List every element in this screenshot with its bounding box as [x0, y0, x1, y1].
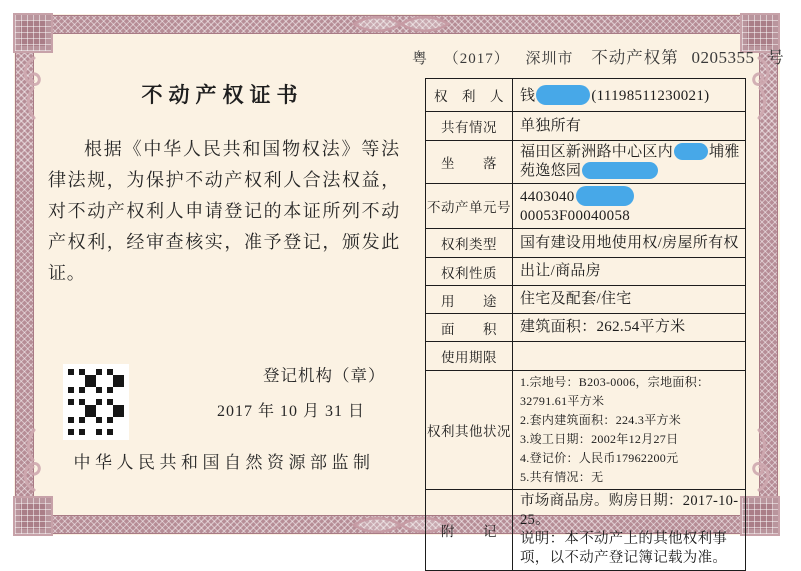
- redaction-overlay: [576, 186, 634, 206]
- field-value: [513, 286, 746, 314]
- field-label: 坐 落: [426, 141, 513, 184]
- field-value-text: 出让/商品房: [520, 263, 601, 279]
- field-value: [513, 314, 746, 342]
- field-label: 权利类型: [426, 229, 513, 258]
- field-label: 共有情况: [426, 112, 513, 141]
- field-value-line: 4.登记价：人民币17962200元: [520, 451, 679, 465]
- field-value-line: 2.套内建筑面积：224.3平方米: [520, 413, 682, 427]
- field-value: [513, 490, 746, 571]
- corner-ornament-bottom-left-icon: [13, 496, 53, 536]
- field-value-line: 说明：本不动产上的其他权利事项，以不动产登记簿记载为准。: [520, 531, 728, 566]
- field-value-text: 建筑面积：262.54平方米: [520, 319, 686, 335]
- field-value-line: 5.共有情况：无: [520, 470, 604, 484]
- field-value-text: 单独所有: [520, 117, 582, 134]
- certificate-title: 不动产权证书: [141, 83, 304, 107]
- field-value: [513, 371, 746, 490]
- field-value-text: 4403040: [520, 189, 575, 205]
- table-row: [426, 258, 746, 286]
- table-row: [426, 229, 746, 258]
- field-label: 权 利 人: [426, 79, 513, 112]
- field-value-text: 埔雅苑逸悠园: [520, 144, 740, 179]
- table-row: [426, 490, 746, 571]
- table-row: [426, 112, 746, 141]
- table-row: [426, 141, 746, 184]
- property-table-body: [426, 79, 746, 571]
- table-row: [426, 371, 746, 490]
- field-value-text: 00053F00040058: [520, 208, 631, 224]
- field-value: [513, 184, 746, 229]
- corner-flourish-icon: [747, 428, 773, 492]
- issuer-footer: 中华人民共和国自然资源部监制: [73, 453, 375, 472]
- serial-suffix: 号: [767, 48, 785, 67]
- field-label: 不动产单元号: [426, 184, 513, 229]
- table-row: [426, 286, 746, 314]
- doc-type-label: 不动产权第: [591, 48, 679, 67]
- doc-number-line: [412, 44, 785, 68]
- field-label: 附 记: [426, 490, 513, 571]
- field-value-text: (11198511230021): [591, 87, 710, 104]
- field-value: [513, 112, 746, 141]
- field-value-text: 国有建设用地使用权/房屋所有权: [520, 234, 739, 251]
- field-value-line: 市场商品房。购房日期：2017-10-25。: [520, 493, 739, 528]
- field-value-text: 福田区新洲路中心区内: [520, 144, 674, 160]
- field-label: 权利其他状况: [426, 371, 513, 490]
- corner-flourish-icon: [20, 56, 46, 120]
- field-value: [513, 229, 746, 258]
- field-value: [513, 258, 746, 286]
- corner-flourish-icon: [20, 428, 46, 492]
- property-table: [425, 78, 746, 571]
- registry-seal-label: 登记机构（章）: [263, 366, 386, 385]
- corner-ornament-top-left-icon: [13, 13, 53, 53]
- border-center-scroll-icon: [346, 13, 456, 35]
- field-value-text: 住宅及配套/住宅: [520, 291, 632, 307]
- city-name: 深圳市: [525, 51, 574, 67]
- qr-code: [63, 364, 129, 440]
- redaction-overlay: [582, 162, 658, 179]
- field-value-line: 3.竣工日期：2002年12月27日: [520, 432, 679, 446]
- redaction-overlay: [674, 143, 708, 160]
- field-value-line: 1.宗地号：B203-0006，宗地面积：32791.61平方米: [520, 375, 710, 408]
- field-label: 面 积: [426, 314, 513, 342]
- field-label: 用 途: [426, 286, 513, 314]
- field-value: [513, 79, 746, 112]
- field-label: 权利性质: [426, 258, 513, 286]
- table-row: [426, 79, 746, 112]
- table-row: [426, 342, 746, 371]
- serial-number: 0205355: [691, 48, 755, 67]
- field-value: [513, 141, 746, 184]
- field-value-text: 钱: [520, 87, 536, 104]
- corner-ornament-bottom-right-icon: [740, 496, 780, 536]
- certificate-declaration: 根据《中华人民共和国物权法》等法律法规，为保护不动产权利人合法权益，对不动产权利人申请登记的本证所列不动产权利，经审查核实，准予登记，颁发此证。: [48, 139, 400, 283]
- field-label: 使用期限: [426, 342, 513, 371]
- field-value: [513, 342, 746, 371]
- table-row: [426, 314, 746, 342]
- issue-date: 2017 年 10 月 31 日: [217, 403, 366, 420]
- doc-year: （2017）: [443, 51, 510, 67]
- redaction-overlay: [536, 85, 590, 105]
- region-code: 粤: [412, 51, 429, 67]
- table-row: [426, 184, 746, 229]
